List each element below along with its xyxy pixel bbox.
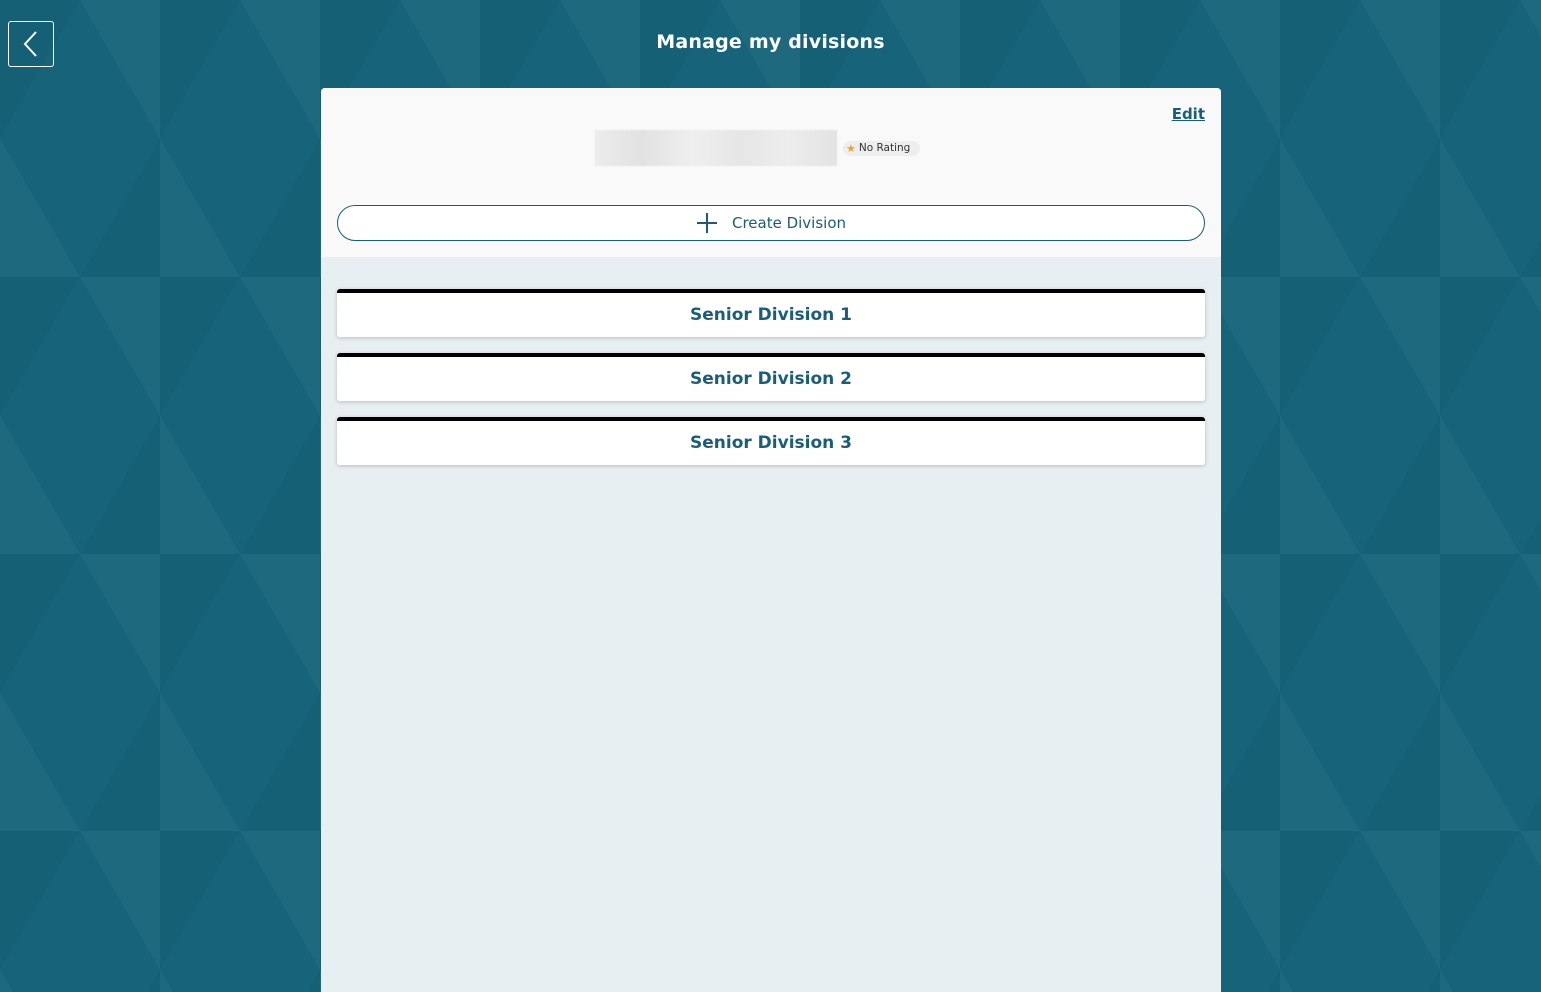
star-icon: ★ [846,141,856,155]
create-division-button[interactable] [337,205,1205,241]
division-label: Senior Division 2 [689,369,852,389]
division-card-1[interactable] [337,289,1205,337]
division-list [337,289,1205,481]
division-card-2[interactable] [337,353,1205,401]
org-name-redacted [595,130,837,166]
page-title: Manage my divisions [656,31,885,53]
division-card-3[interactable] [337,417,1205,465]
plus-icon [696,212,718,234]
rating-badge [843,141,920,156]
divisions-panel [321,88,1221,992]
division-label: Senior Division 3 [689,433,852,453]
org-header [321,88,1221,257]
division-label: Senior Division 1 [689,305,852,325]
edit-link[interactable]: Edit [1171,105,1205,123]
rating-label: No Rating [858,141,911,154]
create-division-label: Create Division [731,214,847,232]
org-summary [595,130,920,166]
